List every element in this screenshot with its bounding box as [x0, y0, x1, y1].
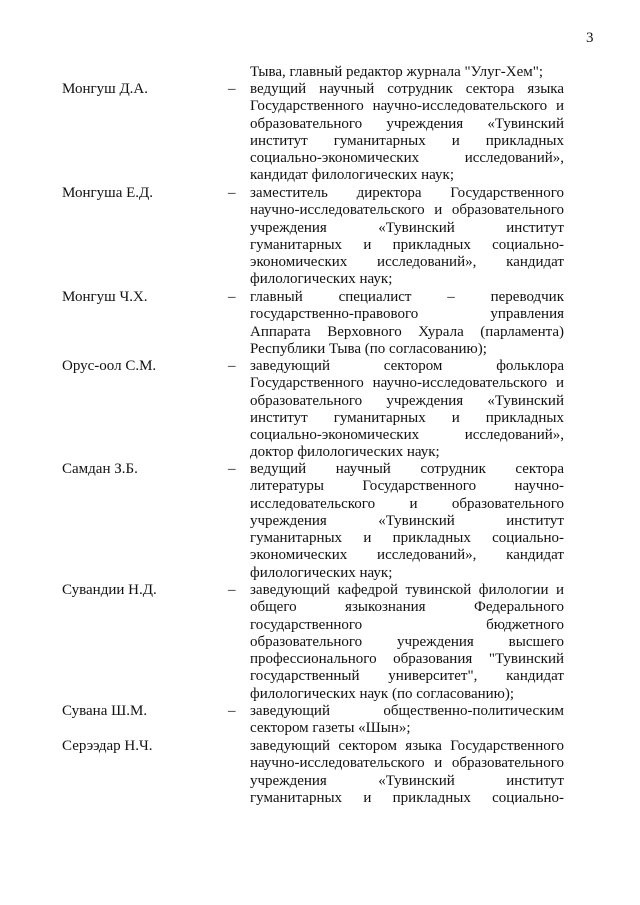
text-line: филологических наук;: [250, 564, 393, 581]
text-line: заведующий общественно-политическим: [250, 703, 564, 719]
text-line: кандидат филологических наук;: [250, 167, 454, 184]
member-name: Сувандии Н.Д.: [62, 582, 157, 598]
text-line: Государственного научно-исследовательского и: [250, 98, 564, 115]
member-description: [250, 703, 564, 738]
member-description: [250, 289, 564, 358]
text-line: профессионального образования "Тувинский: [250, 651, 564, 668]
member-description: [250, 81, 564, 185]
text-line: государственно-правового управления: [250, 306, 564, 323]
page-number: 3: [586, 30, 594, 46]
text-line: социально-экономических исследований»,: [250, 150, 564, 167]
member-name: Монгуша Е.Д.: [62, 185, 153, 201]
member-name: Монгуш Д.А.: [62, 81, 149, 97]
text-line: гуманитарных и прикладных социально-: [250, 789, 564, 806]
text-line: ведущий научный сотрудник сектора: [250, 461, 564, 477]
text-line: сектором газеты «Шын»;: [250, 720, 411, 737]
text-line: главный специалист – переводчик: [250, 289, 564, 305]
text-line: институт гуманитарных и прикладных: [250, 409, 564, 426]
dash-separator: –: [228, 582, 236, 598]
text-line: общего языкознания Федерального: [250, 599, 564, 616]
text-line: заведующий сектором фольклора: [250, 358, 564, 374]
dash-separator: –: [228, 185, 236, 201]
text-line: экономических исследований», кандидат: [250, 254, 564, 271]
text-line: социально-экономических исследований»,: [250, 427, 564, 444]
dash-separator: –: [228, 81, 236, 97]
text-line: доктор филологических наук;: [250, 444, 440, 461]
text-line: образовательного учреждения «Тувинский: [250, 392, 564, 409]
member-name: Монгуш Ч.Х.: [62, 289, 148, 305]
dash-separator: –: [228, 461, 236, 477]
text-line: Государственного научно-исследовательского и: [250, 375, 564, 392]
text-line: Тыва, главный редактор журнала "Улуг-Хем";: [250, 64, 544, 80]
text-line: институт гуманитарных и прикладных: [250, 132, 564, 149]
text-line: Республики Тыва (по согласованию);: [250, 340, 487, 357]
text-line: Аппарата Верховного Хурала (парламента): [250, 323, 564, 340]
text-line: ведущий научный сотрудник сектора языка: [250, 81, 564, 97]
text-line: филологических наук (по согласованию);: [250, 685, 515, 702]
member-name: Серээдар Н.Ч.: [62, 738, 153, 754]
text-line: гуманитарных и прикладных социально-: [250, 530, 564, 547]
text-line: образовательного учреждения «Тувинский: [250, 115, 564, 132]
member-description: [250, 461, 564, 582]
text-line: исследовательского и образовательного: [250, 495, 564, 512]
dash-separator: –: [228, 358, 236, 374]
member-name: Сувана Ш.М.: [62, 703, 148, 719]
text-line: литературы Государственного научно-: [250, 478, 564, 495]
member-description: [250, 582, 564, 703]
member-name: Самдан З.Б.: [62, 461, 138, 477]
text-line: государственного бюджетного: [250, 616, 564, 633]
text-line: заместитель директора Государственного: [250, 185, 564, 201]
text-line: научно-исследовательского и образовательного: [250, 202, 564, 219]
text-line: государственный университет", кандидат: [250, 668, 564, 685]
text-line: учреждения «Тувинский институт: [250, 772, 564, 789]
member-name: Орус-оол С.М.: [62, 358, 157, 374]
text-line: научно-исследовательского и образовательного: [250, 755, 564, 772]
member-description: [250, 358, 564, 462]
member-description: [250, 185, 564, 289]
text-line: заведующий сектором языка Государственного: [250, 738, 564, 754]
text-line: образовательного учреждения высшего: [250, 633, 564, 650]
dash-separator: –: [228, 703, 236, 719]
text-line: филологических наук;: [250, 271, 393, 288]
dash-separator: –: [228, 289, 236, 305]
intro-line: [250, 64, 564, 81]
text-line: учреждения «Тувинский институт: [250, 219, 564, 236]
text-line: заведующий кафедрой тувинской филологии и: [250, 582, 564, 598]
text-line: экономических исследований», кандидат: [250, 547, 564, 564]
text-line: учреждения «Тувинский институт: [250, 512, 564, 529]
text-line: гуманитарных и прикладных социально-: [250, 236, 564, 253]
member-description: [250, 738, 564, 807]
